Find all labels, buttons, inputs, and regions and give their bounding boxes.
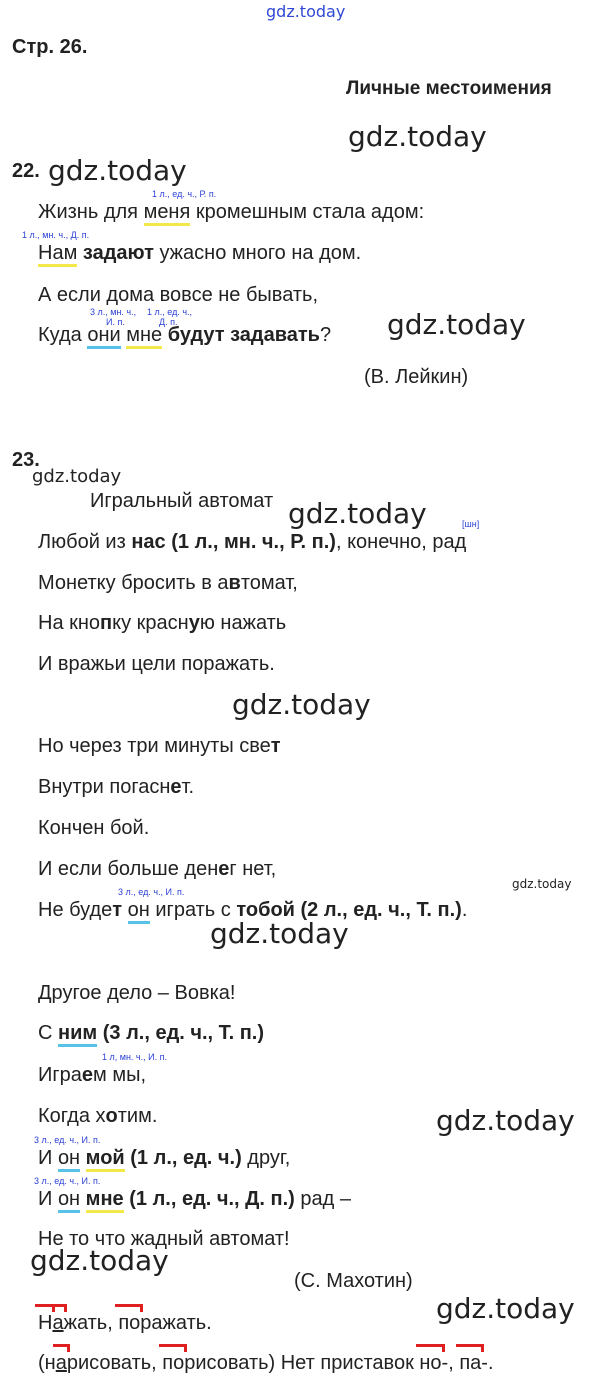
exercise-number-23: 23. (12, 449, 40, 471)
poem-line: Играем мы, (38, 1064, 147, 1086)
prefix-mark: но (419, 1352, 442, 1374)
page-label: Стр. 26. (12, 36, 88, 58)
section-title: Личные местоимения (346, 78, 552, 99)
author: (В. Лейкин) (364, 366, 469, 388)
grammar-note: 3 л., мн. ч., И. п. (90, 307, 137, 327)
prefix-mark: а (55, 1352, 67, 1374)
poem-line: Не будет он играть с тобой (2 л., ед. ч., Т. п.). (38, 899, 467, 922)
pronoun: он (58, 1188, 80, 1213)
poem-line: Жизнь для меня кромешным стала адом: (38, 201, 424, 224)
prefix-mark: по (162, 1352, 185, 1374)
grammar-note: 1 л., ед. ч., Р. п. (152, 189, 217, 199)
poem-line: На кнопку красную нажать (38, 612, 287, 634)
grammar-note: 3 л., ед. ч., И. п. (118, 887, 185, 897)
poem-line: Монетку бросить в автомат, (38, 572, 298, 594)
prefix-mark: по (118, 1312, 141, 1334)
watermark: gdz.today (288, 497, 427, 530)
grammar-note: 3 л., ед. ч., И. п. (34, 1135, 101, 1145)
poem-line: Кончен бой. (38, 817, 150, 839)
prefix-analysis-line: (нарисовать, порисовать) Нет приставок но-, па-. (38, 1352, 494, 1374)
prefix-mark: па (459, 1352, 482, 1374)
pronoun: мне (86, 1188, 124, 1213)
poem-line: И он мой (1 л., ед. ч.) друг, (38, 1147, 290, 1170)
watermark: gdz.today (32, 466, 122, 487)
prefix-mark: а (52, 1312, 64, 1334)
grammar-note: 3 л., ед. ч., И. п. (34, 1176, 101, 1186)
pronoun: он (128, 899, 150, 924)
author: (С. Махотин) (294, 1270, 413, 1292)
pronoun: меня (144, 201, 191, 226)
poem-title: Игральный автомат (90, 490, 274, 512)
watermark: gdz.today (48, 154, 187, 187)
exercise-number-22: 22. (12, 160, 40, 182)
poem-line: И если больше денег нет, (38, 858, 277, 880)
poem-line: Когда хотим. (38, 1105, 158, 1127)
poem-line: Любой из нас (1 л., мн. ч., Р. п.), конечно, рад (38, 531, 467, 553)
poem-line: И он мне (1 л., ед. ч., Д. п.) рад – (38, 1188, 351, 1211)
watermark: gdz.today (30, 1244, 169, 1277)
pronoun: мне (126, 324, 162, 349)
watermark: gdz.today (387, 308, 526, 341)
watermark: gdz.today (348, 120, 487, 153)
poem-line: Не то что жадный автомат! (38, 1228, 290, 1250)
grammar-note: 1 л, мн. ч., И. п. (102, 1052, 167, 1062)
pronoun: он (58, 1147, 80, 1172)
pronoun: ним (58, 1022, 97, 1047)
poem-line: И вражьи цели поражать. (38, 653, 275, 675)
poem-line: Внутри погаснет. (38, 776, 194, 798)
pronoun: мой (86, 1147, 125, 1172)
prefix-analysis-line: Нажать, поражать. (38, 1312, 212, 1334)
poem-line: С ним (3 л., ед. ч., Т. п.) (38, 1022, 264, 1045)
poem-line: Но через три минуты свет (38, 735, 281, 757)
watermark: gdz.today (436, 1292, 575, 1325)
grammar-note: 1 л., мн. ч., Д. п. (22, 230, 90, 240)
watermark: gdz.today (210, 917, 349, 950)
prefix-mark: Н (38, 1312, 53, 1334)
grammar-note: 1 л., ед. ч., Д. п. (147, 307, 193, 327)
poem-line: А если дома вовсе не бывать, (38, 284, 319, 306)
watermark: gdz.today (512, 877, 572, 891)
pronoun: Нам (38, 242, 77, 267)
watermark: gdz.today (266, 2, 346, 21)
phonetic-note: [шн] (462, 519, 480, 529)
watermark: gdz.today (232, 688, 371, 721)
poem-line: Другое дело – Вовка! (38, 982, 236, 1004)
poem-line: Нам задают ужасно много на дом. (38, 242, 361, 265)
poem-line: Куда они мне будут задавать? (38, 324, 331, 347)
watermark: gdz.today (436, 1104, 575, 1137)
pronoun: они (87, 324, 120, 349)
